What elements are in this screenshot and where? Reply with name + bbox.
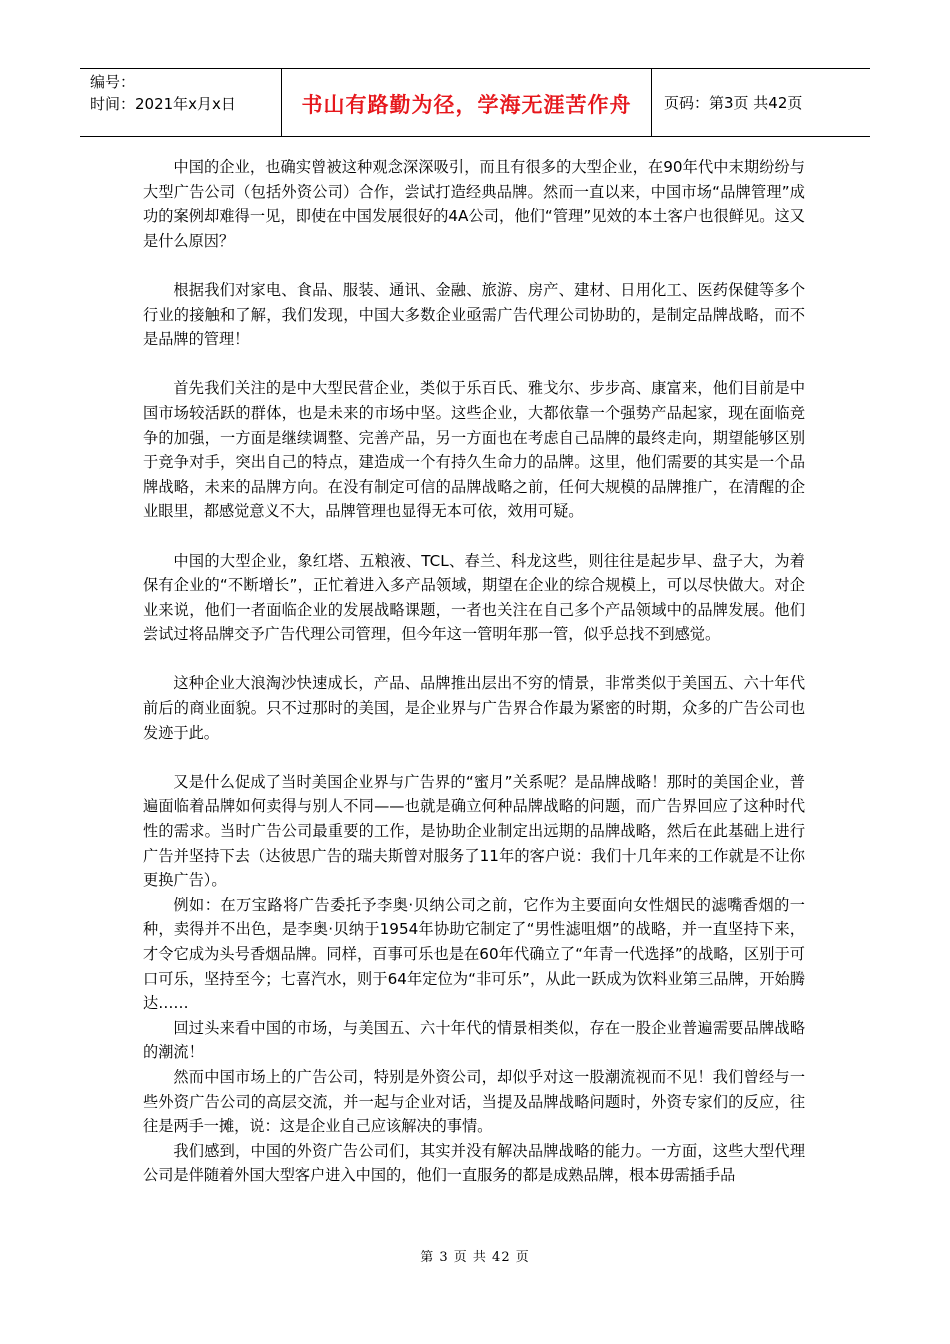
header-info-cell	[80, 69, 282, 136]
body-text	[143, 155, 805, 1188]
paragraph: 回过头来看中国的市场，与美国五、六十年代的情景相类似，存在一股企业普遍需要品牌战略的潮流！	[143, 1018, 805, 1062]
paragraph: 根据我们对家电、食品、服装、通讯、金融、旅游、房产、建材、日用化工、医药保健等多个行业的接触和了解，我们发现，中国大多数企业亟需广告代理公司协助的，是制定品牌战略，而不是品牌的管理！	[143, 280, 805, 349]
header-page-label: 页码：第3页 共42页	[664, 94, 803, 112]
paragraph: 首先我们关注的是中大型民营企业，类似于乐百氏、雅戈尔、步步高、康富来，他们目前是中国市场较活跃的群体，也是未来的市场中坚。这些企业，大都依靠一个强势产品起家，现在面临竞争的加强，一方面是继续调整、完善产品，另一方面也在考虑自己品牌的最终走向，期望能够区别于竞争对手，突出自己的特点，建造成一个有持久生命力的品牌。这里，他们需要的其实是一个品牌战略，未来的品牌方向。在没有制定可信的品牌战略之前，任何大规模的品牌推广，在清醒的企业眼里，都感觉意义不大，品牌管理也显得无本可依，效用可疑。	[143, 379, 805, 521]
paragraph: 中国的大型企业，象红塔、五粮液、TCL、春兰、科龙这些，则往往是起步早、盘子大，为着保有企业的“不断增长”，正忙着进入多产品领域，期望在企业的综合规模上，可以尽快做大。对企业来说，他们一者面临企业的发展战略课题，一者也关注在自己多个产品领域中的品牌发展。他们尝试过将品牌交予广告代理公司管理，但今年这一管明年那一管，似乎总找不到感觉。	[143, 551, 805, 644]
paragraph: 我们感到，中国的外资广告公司们，其实并没有解决品牌战略的能力。一方面，这些大型代理公司是伴随着外国大型客户进入中国的，他们一直服务的都是成熟品牌，根本毋需插手品	[143, 1141, 805, 1185]
number-label: 编号：	[90, 73, 136, 91]
header-motto: 书山有路勤为径，学海无涯苦作舟	[282, 69, 652, 136]
time-label: 时间：2021年x月x日	[90, 95, 236, 113]
paragraph: 例如：在万宝路将广告委托予李奥·贝纳公司之前，它作为主要面向女性烟民的滤嘴香烟的一种，卖得并不出色，是李奥·贝纳于1954年协助它制定了“男性滤咀烟”的战略，并一直坚持下来，才令它成为头号香烟品牌。同样，百事可乐也是在60年代确立了“年青一代选择”的战略，区别于可口可乐，坚持至今；七喜汽水，则于64年定位为“非可乐”，从此一跃成为饮料业第三品牌，开始腾达……	[143, 895, 805, 1013]
paragraph: 中国的企业，也确实曾被这种观念深深吸引，而且有很多的大型企业，在90年代中末期纷纷与大型广告公司（包括外资公司）合作，尝试打造经典品牌。然而一直以来，中国市场“品牌管理”成功的案例却难得一见，即使在中国发展很好的4A公司，他们“管理”见效的本土客户也很鲜见。这又是什么原因？	[143, 158, 805, 250]
paragraph: 又是什么促成了当时美国企业界与广告界的“蜜月”关系呢？是品牌战略！那时的美国企业，普遍面临着品牌如何卖得与别人不同——也就是确立何种品牌战略的问题，而广告界回应了这种时代性的需求。当时广告公司最重要的工作，是协助企业制定出远期的品牌战略，然后在此基础上进行广告并坚持下去（达彼思广告的瑞夫斯曾对服务了11年的客户说：我们十几年来的工作就是不让你更换广告）。	[143, 772, 805, 890]
page-footer: 第 3 页 共 42 页	[420, 1250, 530, 1265]
paragraph: 这种企业大浪淘沙快速成长，产品、品牌推出层出不穷的情景，非常类似于美国五、六十年代前后的商业面貌。只不过那时的美国，是企业界与广告界合作最为紧密的时期，众多的广告公司也发迹于此。	[143, 674, 805, 742]
paragraph: 然而中国市场上的广告公司，特别是外资公司，却似乎对这一股潮流视而不见！我们曾经与一些外资广告公司的高层交流，并一起与企业对话，当提及品牌战略问题时，外资专家们的反应，往往是两手一摊，说：这是企业自己应该解决的事情。	[143, 1067, 805, 1136]
page-header	[80, 68, 870, 137]
